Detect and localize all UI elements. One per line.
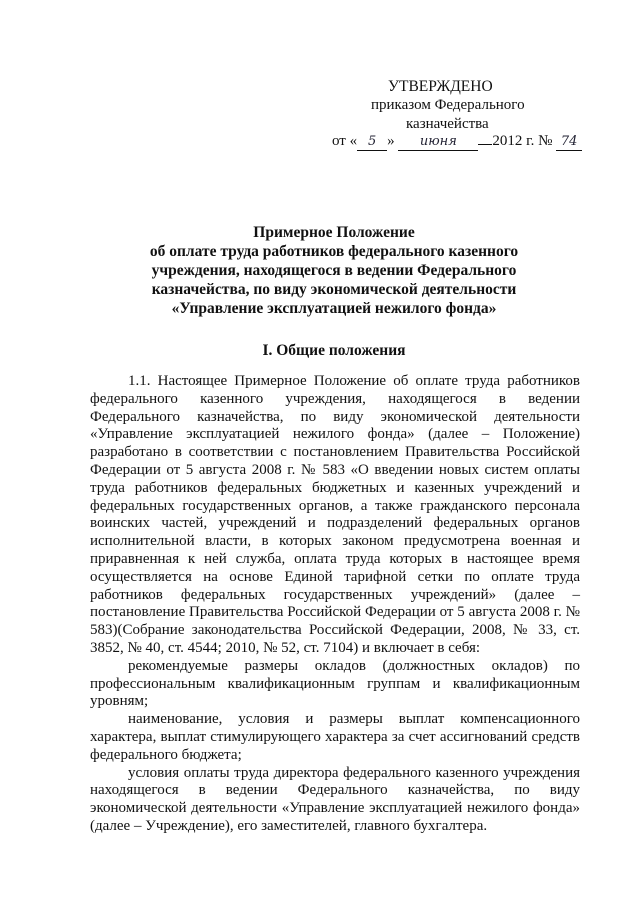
date-year-number: 2012 г. № — [492, 133, 553, 149]
document-title — [88, 223, 580, 318]
month-underline-tail — [478, 144, 492, 145]
paragraph-salaries: рекомендуемые размеры окладов (должностных окладов) по профессиональным квалификационным группам и квалификационным уровням; — [90, 657, 580, 710]
paragraph-payments: наименование, условия и размеры выплат компенсационного характера, выплат стимулирующего характера за счет ассигнований средств федерального бюджета; — [90, 711, 580, 763]
title-line-4: казначейства, по виду экономической деятельности — [151, 281, 517, 298]
handwritten-day: 5 — [357, 134, 387, 151]
paragraph-director-terms: условия оплаты труда директора федерального казенного учреждения находящегося в ведении Федерального казначейства, по виду экономической деятельности «Управление эксплуатацией нежилого фонда» (далее – Учреждение), его заместителей, главного бухгалтера. — [90, 764, 580, 834]
paragraph-1-1: 1.1. Настоящее Примерное Положение об оплате труда работников федерального казенного учреждения, находящегося в ведении Федерального казначейства, по виду экономической деятельности «Управление эксплуатацией нежилого фонда» (далее – Положение) разработано в соответствии с постановлением Правительства Российской Федерации от 5 августа 2008 г. № 583 «О введении новых систем оплаты труда работников федеральных бюджетных и казенных учреждений и федеральных государственных органов, а также гражданского персонала воинских частей, учреждений и подразделений федеральных органов исполнительной власти, в которых законом предусмотрена военная и приравненная к ней служба, оплата труда которых в настоящее время осуществляется на основе Единой тарифной сетки по оплате труда работников федеральных государственных учреждений» (далее – постановление Правительства Российской Федерации от 5 августа 2008 г. № 583)(Собрание законодательства Российской Федерации, 2008, № 33, ст. 3852, № 40, ст. 4544; 2010, № 52, ст. 7104) и включает в себя: — [90, 373, 580, 656]
approved-treasury-line: казначейства — [406, 116, 489, 132]
approved-stamp-title: УТВЕРЖДЕНО — [388, 78, 493, 95]
section-heading: I. Общие положения — [262, 342, 406, 359]
date-prefix: от « — [332, 133, 358, 149]
date-day-close: » — [387, 133, 395, 149]
document-body — [90, 373, 580, 836]
title-line-3: учреждения, находящегося в ведении Федерального — [151, 262, 517, 279]
handwritten-order-number: 74 — [556, 134, 582, 151]
handwritten-month: июня — [398, 134, 478, 151]
title-line-2: об оплате труда работников федерального казенного — [149, 243, 519, 260]
approval-date-line — [332, 133, 582, 151]
title-line-5: «Управление эксплуатацией нежилого фонда» — [171, 300, 497, 317]
title-line-1: Примерное Положение — [253, 224, 415, 241]
approved-order-line: приказом Федерального — [371, 97, 525, 113]
